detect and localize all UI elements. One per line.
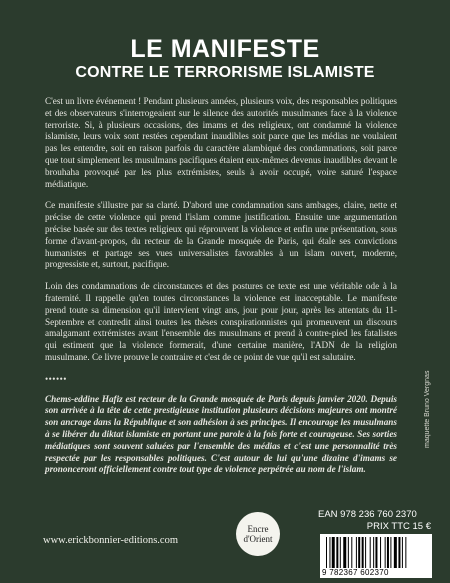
book-subtitle: CONTRE LE TERRORISME ISLAMISTE [75, 64, 375, 81]
publisher-logo [236, 512, 280, 556]
barcode-bars [326, 537, 426, 568]
ean-number: EAN 978 236 760 2370 [318, 509, 417, 520]
blurb-text [45, 96, 397, 486]
price: PRIX TTC 15 € [366, 521, 431, 532]
book-title: LE MANIFESTE [130, 35, 320, 63]
blurb-paragraph: Ce manifeste s'illustre par sa clarté. D'abord une condamnation sans ambages, claire, nette et précise de cette violence qui prend l'islam comme justification. Ensuite une argumentation précise basée sur des textes religieux qui réprouvent la violence et enfin une présentation, sous forme d'avant-propos, du recteur de la Grande mosquée de Paris, qui étale ses convictions humanistes et partage ses vues universalistes favorables à un islam ouvert, moderne, progressiste et, surtout, pacifique. [45, 200, 397, 270]
publisher-website: www.erickbonnier-editions.com [43, 535, 178, 546]
barcode-digits: 9 782367 602370 [322, 568, 389, 577]
blurb-paragraph: C'est un livre événement ! Pendant plusieurs années, plusieurs voix, des responsables politiques et des observateurs s'interrogeaient sur le silence des autorités musulmanes face à la violence terroriste. Si, à plusieurs occasions, des imams et des religieux, ont condamné la violence islamiste, leurs voix sont restées cependant inaudibles soit parce que les médias ne voulaient pas les entendre, soit en raison parfois du caractère alambiqué des condamnations, soit parce que tout simplement les musulmans pacifiques étaient eux-mêmes devenus inaudibles devant le brouhaha provoqué par les plus extrémistes, seuls à avoir occupé, voire saturé l'espace médiatique. [45, 96, 397, 189]
author-bio: Chems-eddine Hafiz est recteur de la Grande mosquée de Paris depuis janvier 2020. Depuis son arrivée à la tête de cette prestigieuse institution plusieurs décisions majeures ont montré son ancrage dans la République et son adhésion à ses principes. Il encourage les musulmans à se libérer du diktat islamiste en portant une parole à la fois forte et courageuse. Ses sorties médiatiques sont souvent saluées par l'ensemble des médias et c'est une personnalité très respectée par les responsables politiques. C'est autour de lui qu'une dizaine d'imams se prononceront officiellement contre tout type de violence perpétrée au nom de l'islam. [45, 393, 397, 475]
separator: •••••• [45, 373, 67, 384]
blurb-paragraph: Loin des condamnations de circonstances et des postures ce texte est une véritable ode à la fraternité. Il rappelle qu'en toutes circonstances la violence est inacceptable. Le manifeste prend toute sa dimension qu'il intervient vingt ans, jour pour jour, après les attentats du 11-Septembre et contredit ainsi toutes les thèses conspirationnistes qui promeuvent un discours amalgamant extrémistes avant l'ensemble des musulmans et prend à contre-pied les fatalistes qui estiment que la violence formerait, d'une certaine manière, l'ADN de la religion musulmane. Ce livre prouve le contraire et c'est de ce point de vue qu'il est salutaire. [45, 281, 397, 362]
design-credit: maquette Bruno Vergnas [424, 370, 431, 448]
logo-line-1: Encre [247, 524, 269, 534]
logo-line-2: d'Orient [243, 534, 273, 544]
barcode [320, 534, 432, 578]
